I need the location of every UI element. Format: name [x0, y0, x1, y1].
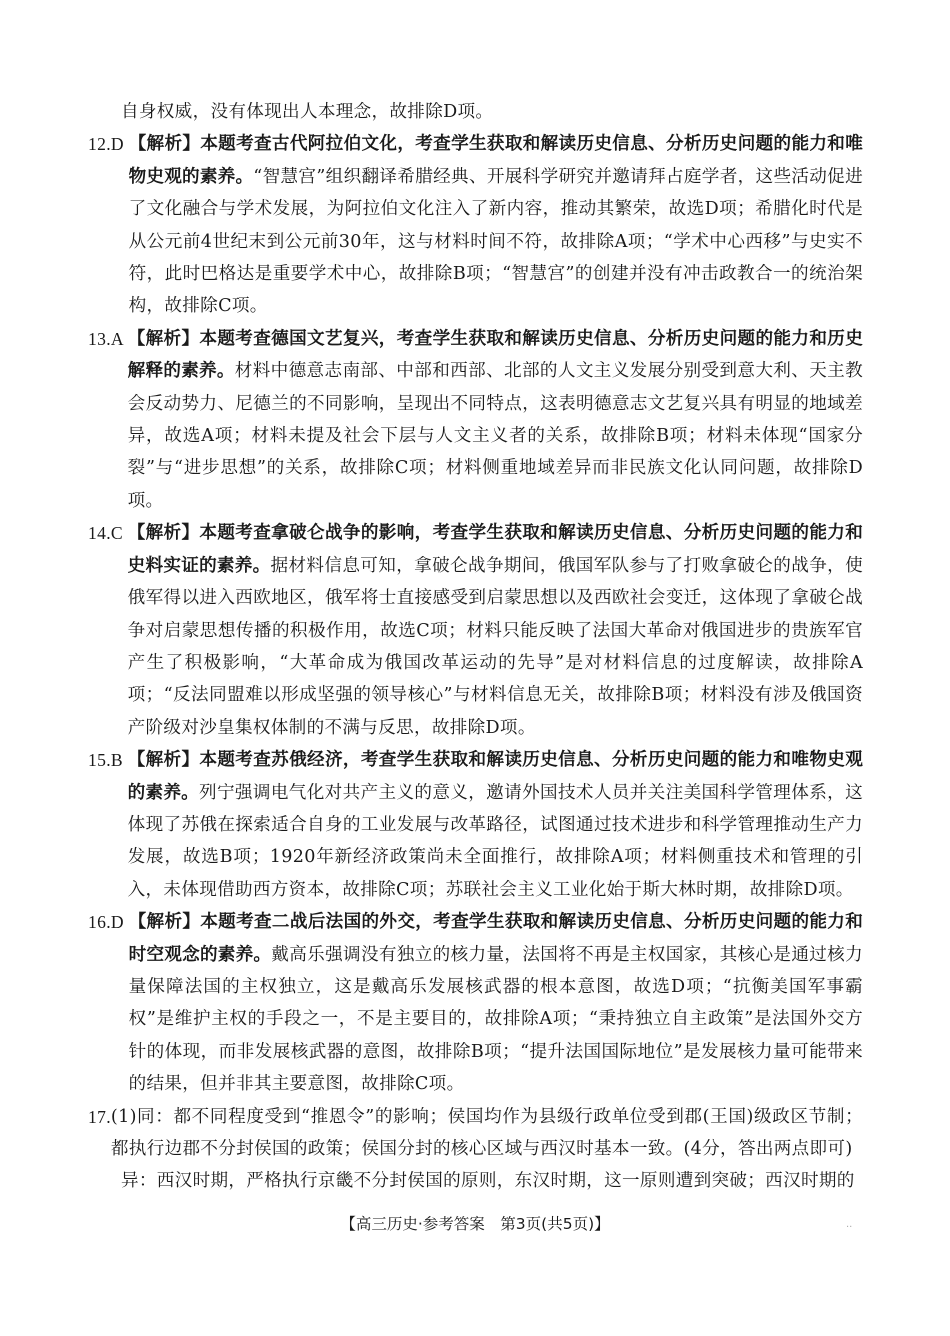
analysis-text: 戴高乐强调没有独立的核力量，法国将不再是主权国家，其核心是通过核力量保障法国的主权独立，这是戴高乐发展核武器的根本意图，故选D项；“抗衡美国军事霸权”是维护主权的手段之一，不是主要目的，故排除A项；“秉持独立自主政策”是法国外交方针的体现，而非发展核武器的意图，故排除B项；“提升法国国际地位”是发展核力量可能带来的结果，但并非其主要意图，故排除C项。 — [128, 944, 864, 1095]
answer-item-12 — [88, 128, 863, 322]
question-number: 15.B — [88, 750, 128, 771]
analysis-heading: 【解析】本题考查拿破仑战争的影响，考查学生获取和解读历史信息、分析历史问题的能力和史料实证的素养。 — [127, 523, 863, 576]
question-number: 13.A — [88, 328, 128, 349]
question-number: 16.D — [88, 912, 129, 933]
question-number: 17. — [88, 1106, 111, 1127]
answer-body: (1)同：都不同程度受到“推恩令”的影响；侯国均作为县级行政单位受到郡(王国)级政区节制；都执行边郡不分封侯国的政策；侯国分封的核心区域与西汉时基本一致。(4分，答出两点即可) — [110, 1106, 863, 1159]
analysis-heading: 【解析】本题考查古代阿拉伯文化，考查学生获取和解读历史信息、分析历史问题的能力和唯物史观的素养。 — [128, 134, 863, 187]
question-number: 14.C — [88, 523, 128, 544]
answer-item-13 — [88, 323, 863, 517]
analysis-heading: 【解析】本题考查二战后法国的外交，考查学生获取和解读历史信息、分析历史问题的能力和时空观念的素养。 — [128, 912, 863, 965]
analysis-heading: 【解析】本题考查苏俄经济，考查学生获取和解读历史信息、分析历史问题的能力和唯物史观的素养。 — [127, 750, 863, 803]
answer-item-14 — [88, 517, 863, 744]
answer-body — [129, 906, 863, 1100]
answer-item-17 — [88, 1101, 863, 1166]
answer-item-15 — [88, 744, 863, 906]
answer-content — [88, 96, 863, 1198]
answer-body — [129, 128, 863, 322]
page-footer: 【高三历史·参考答案 第3页(共5页)】 — [340, 1215, 610, 1233]
question-number: 12.D — [88, 134, 129, 155]
answer-body — [128, 517, 863, 744]
answer-17-difference: 异：西汉时期，严格执行京畿不分封侯国的原则，东汉时期，这一原则遭到突破；西汉时期的 — [121, 1171, 855, 1192]
analysis-text: 列宁强调电气化对共产主义的意义，邀请外国技术人员并关注美国科学管理体系，这体现了苏俄在探索适合自身的工业发展与改革路径，试图通过技术进步和科学管理推动生产力发展，故选B项；1920年新经济政策尚未全面推行，故排除A项；材料侧重技术和管理的引入，未体现借助西方资本，故排除C项；苏联社会主义工业化始于斯大林时期，故排除D项。 — [127, 782, 863, 900]
analysis-text: 据材料信息可知，拿破仑战争期间，俄国军队参与了打败拿破仑的战争，使俄军得以进入西欧地区，俄军将士直接感受到启蒙思想以及西欧社会变迁，这体现了拿破仑战争对启蒙思想传播的积极作用，故选C项；材料只能反映了法国大革命对俄国进步的贵族军官产生了积极影响，“大革命成为俄国改革运动的先导”是对材料信息的过度解读，故排除A项；“反法同盟难以形成坚强的领导核心”与材料信息无关，故排除B项；材料没有涉及俄国资产阶级对沙皇集权体制的不满与反思，故排除D项。 — [127, 555, 863, 738]
analysis-text: “智慧宫”组织翻译希腊经典、开展科学研究并邀请拜占庭学者，这些活动促进了文化融合与学术发展，为阿拉伯文化注入了新内容，推动其繁荣，故选D项；希腊化时代是从公元前4世纪末到公元前30年，这与材料时间不符，故排除A项；“学术中心西移”与史实不符，此时巴格达是重要学术中心，故排除B项；“智慧宫”的创建并没有冲击政教合一的统治架构，故排除C项。 — [128, 166, 863, 317]
continued-paragraph: 自身权威，没有体现出人本理念，故排除D项。 — [121, 102, 494, 122]
answer-body — [128, 744, 863, 906]
corner-mark: .. — [846, 1219, 853, 1230]
analysis-text: 材料中德意志南部、中部和西部、北部的人文主义发展分别受到意大利、天主教会反动势力、尼德兰的不同影响，呈现出不同特点，这表明德意志文艺复兴具有明显的地域差异，故选A项；材料未提及社会下层与人文主义者的关系，故排除B项；材料未体现“国家分裂”与“进步思想”的关系，故排除C项；材料侧重地域差异而非民族文化认同问题，故排除D项。 — [127, 361, 863, 511]
answer-body — [128, 323, 863, 517]
answer-item-16 — [88, 906, 863, 1100]
analysis-heading: 【解析】本题考查德国文艺复兴，考查学生获取和解读历史信息、分析历史问题的能力和历史解释的素养。 — [127, 328, 863, 382]
